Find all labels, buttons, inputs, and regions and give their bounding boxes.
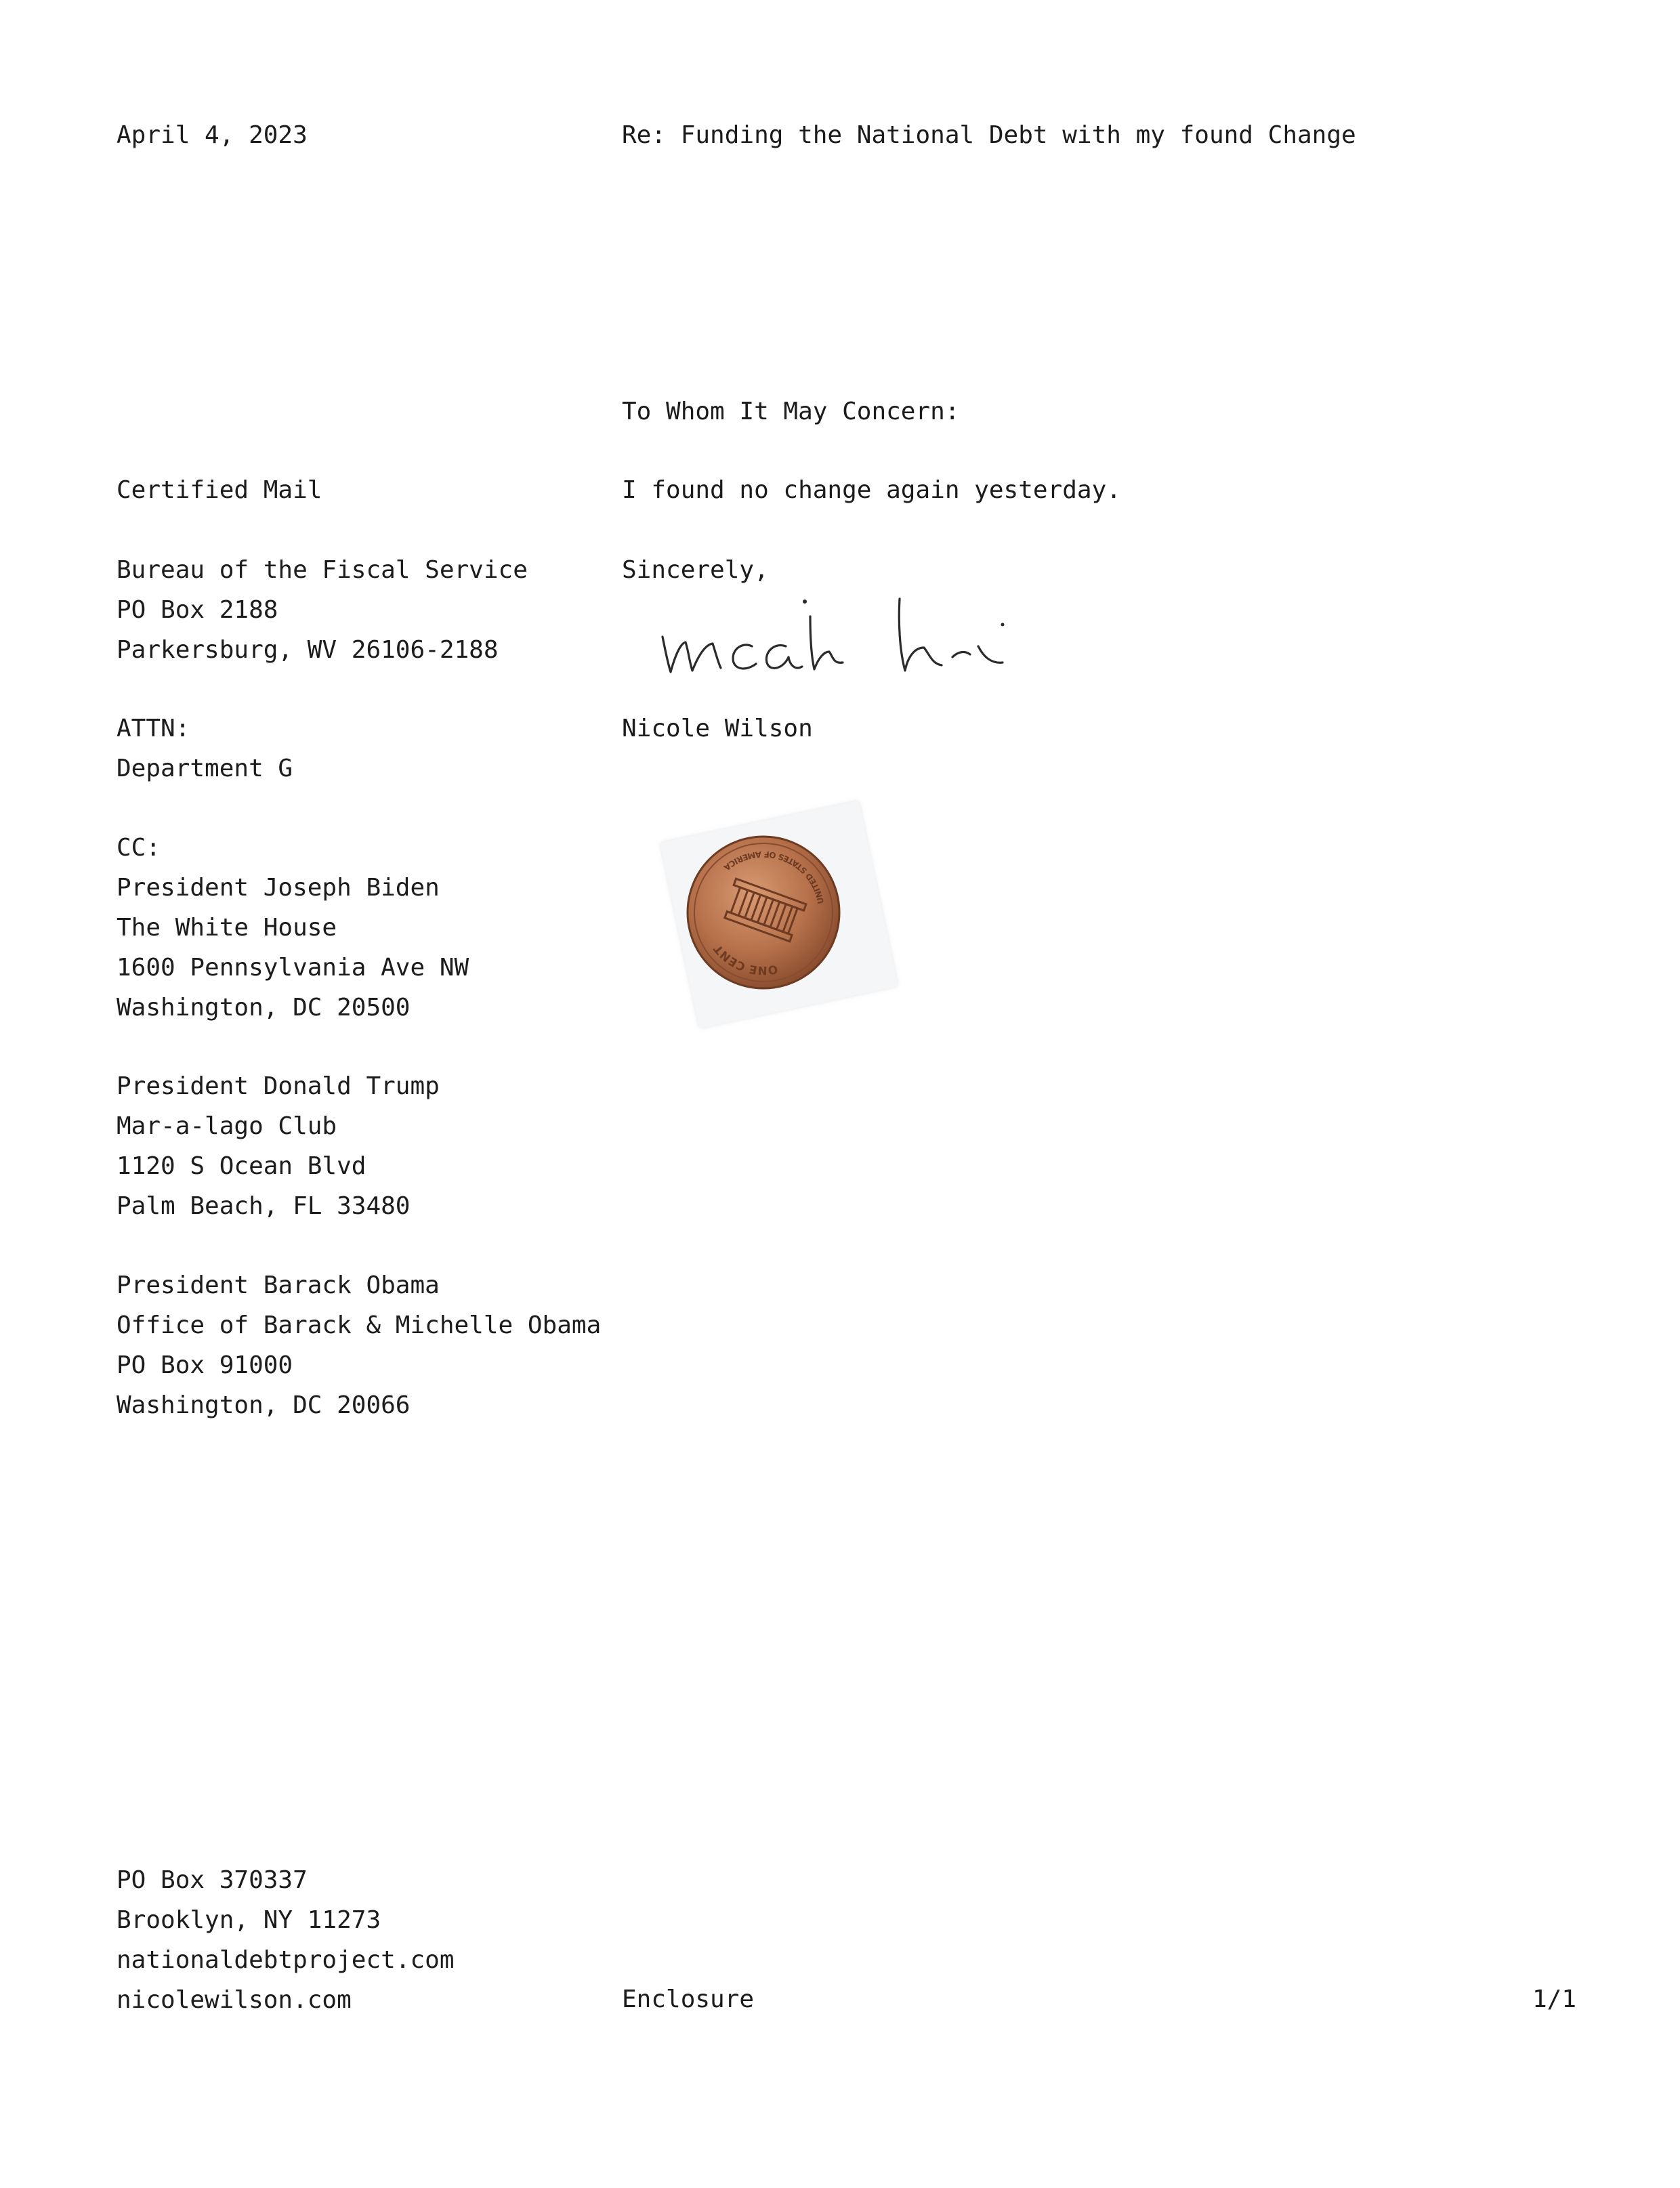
- cc-line: 1600 Pennsylvania Ave NW: [117, 954, 469, 982]
- signer-name: [622, 709, 813, 749]
- cc-label: CC:: [117, 834, 161, 862]
- attn-label: ATTN:: [117, 715, 190, 742]
- coin-text-bottom: UNITED STATES OF AMERICA: [721, 849, 826, 905]
- letter-closing: [622, 550, 769, 590]
- enclosure-label: Enclosure: [622, 1985, 755, 2013]
- subject-text: Re: Funding the National Debt with my found Change: [622, 121, 1356, 149]
- cc-line: Washington, DC 20500: [117, 994, 411, 1022]
- page-number: [1532, 1979, 1576, 2019]
- mailing-method-text: Certified Mail: [117, 476, 322, 504]
- cc-line: 1120 S Ocean Blvd: [117, 1152, 366, 1180]
- penny-icon: [684, 833, 843, 992]
- cc-line: President Joseph Biden: [117, 874, 440, 902]
- recipient-line: PO Box 2188: [117, 596, 278, 624]
- attn-value: Department G: [117, 755, 293, 782]
- sender-line: PO Box 370337: [117, 1866, 308, 1894]
- page-number-text: 1/1: [1532, 1985, 1577, 2013]
- closing-text: Sincerely,: [622, 556, 769, 584]
- salutation-text: To Whom It May Concern:: [622, 398, 960, 425]
- cc-line: PO Box 91000: [117, 1351, 293, 1379]
- letter-salutation: [622, 392, 960, 432]
- cc-line: The White House: [117, 914, 337, 942]
- sender-address: [117, 1860, 455, 2020]
- attn-block: [117, 709, 293, 788]
- cc-line: President Donald Trump: [117, 1072, 440, 1100]
- cc-address: [117, 1066, 440, 1226]
- enclosed-penny: [671, 806, 894, 1030]
- cc-line: Office of Barack & Michelle Obama: [117, 1311, 602, 1339]
- enclosure-note: [622, 1979, 754, 2019]
- sender-website: nicolewilson.com: [117, 1986, 352, 2014]
- cc-block: [117, 828, 469, 1028]
- recipient-line: Parkersburg, WV 26106-2188: [117, 636, 499, 664]
- body-text: I found no change again yesterday.: [622, 476, 1121, 504]
- cc-line: Palm Beach, FL 33480: [117, 1192, 411, 1220]
- signer-name-text: Nicole Wilson: [622, 715, 813, 742]
- recipient-address: [117, 550, 528, 670]
- sender-website: nationaldebtproject.com: [117, 1946, 455, 1974]
- recipient-line: Bureau of the Fiscal Service: [117, 556, 528, 584]
- sender-line: Brooklyn, NY 11273: [117, 1906, 381, 1934]
- mailing-method: [117, 470, 322, 510]
- date-text: April 4, 2023: [117, 121, 308, 149]
- cc-line: Washington, DC 20066: [117, 1391, 411, 1419]
- cc-address: [117, 1265, 601, 1425]
- handwritten-signature: [650, 589, 1030, 691]
- coin-text-top: ONE CENT: [711, 942, 779, 977]
- cc-line: President Barack Obama: [117, 1271, 440, 1299]
- letter-subject: [622, 115, 1356, 155]
- letter-body: [622, 470, 1121, 510]
- letter-date: [117, 115, 308, 155]
- cc-line: Mar-a-lago Club: [117, 1112, 337, 1140]
